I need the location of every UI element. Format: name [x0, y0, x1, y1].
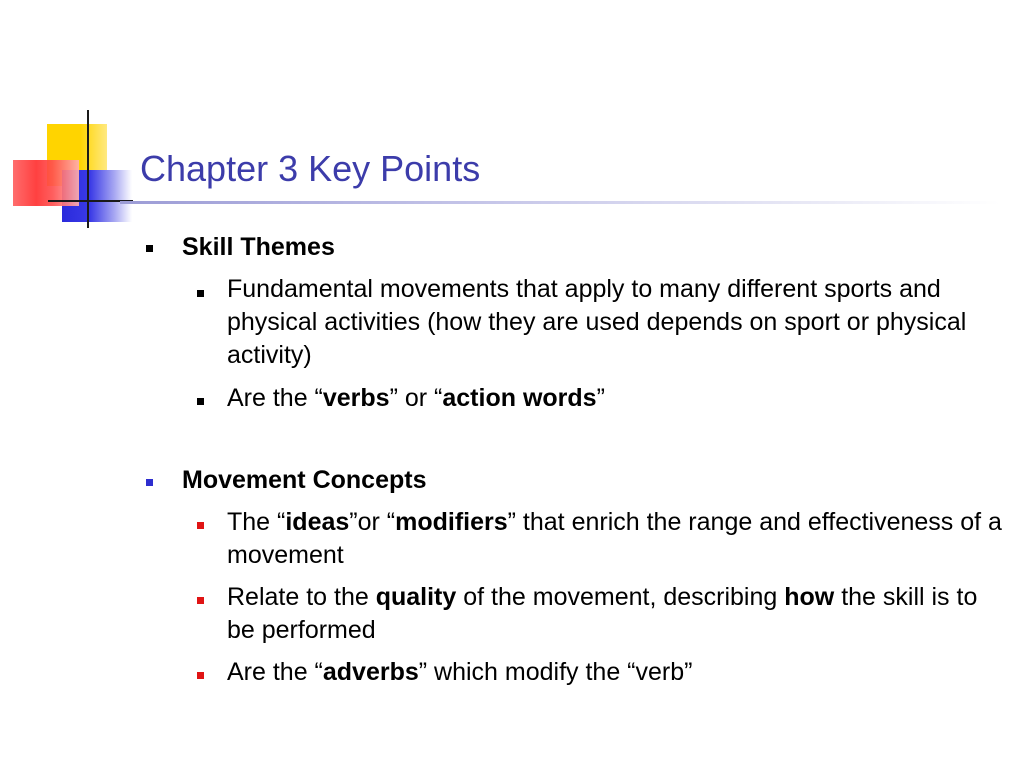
section-heading-movement-concepts: Movement Concepts: [182, 466, 427, 494]
bullet-square-icon: [197, 672, 204, 679]
bullet-square-icon: [197, 290, 204, 297]
bullet-square-icon: [146, 245, 153, 252]
list-item: Are the “verbs” or “action words”: [227, 384, 605, 412]
bullet-square-icon: [197, 398, 204, 405]
list-item: Relate to the quality of the movement, describing how the skill is to be performed: [227, 583, 978, 644]
section-heading-skill-themes: Skill Themes: [182, 233, 335, 261]
list-item: The “ideas”or “modifiers” that enrich the range and effectiveness of a movement: [227, 508, 1002, 569]
list-item: Fundamental movements that apply to many different sports and physical activities (how they are used depends on sport or physical activity): [227, 275, 967, 369]
bullet-square-icon: [146, 479, 153, 486]
slide-title: Chapter 3 Key Points: [140, 148, 481, 189]
bullet-square-icon: [197, 597, 204, 604]
list-item: Are the “adverbs” which modify the “verb”: [227, 658, 693, 686]
bullet-square-icon: [197, 522, 204, 529]
